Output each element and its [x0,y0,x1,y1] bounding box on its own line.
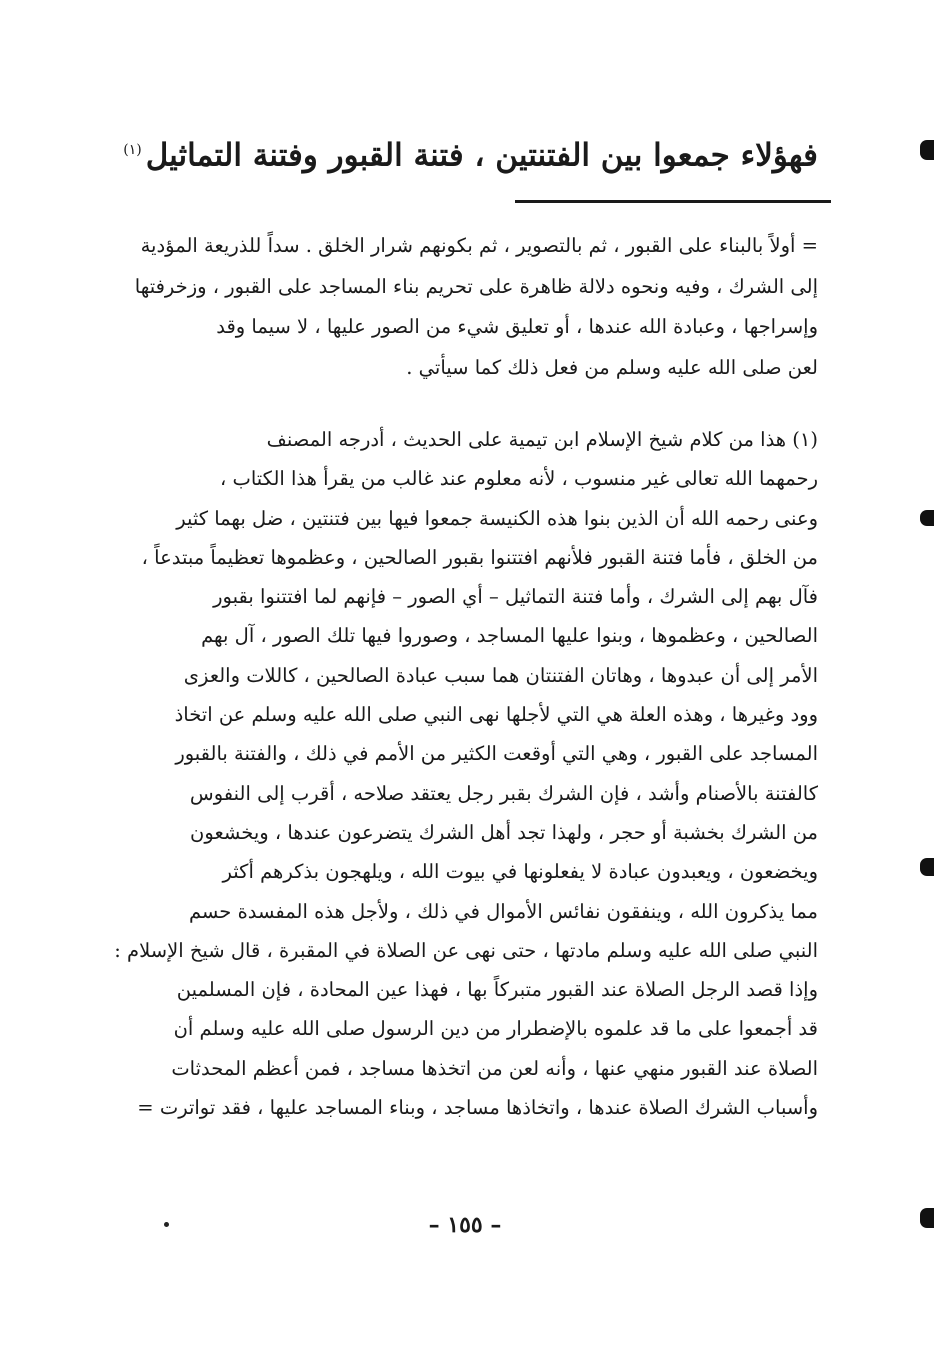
footnote-line: المساجد على القبور ، وهي التي أوقعت الكثير من الأمم في ذلك ، والفتنة بالقبور [175,742,818,766]
footnote-line: كالفتنة بالأصنام وأشد ، فإن الشرك بقبر رجل يعتقد صلاحه ، أقرب إلى النفوس [189,781,818,805]
footnote-1 [108,420,818,1127]
footnote-separator [515,200,831,203]
footnote-line: ويخضعون ، ويعبدون عبادة لا يفعلونها في بيوت الله ، ويلهجون بذكرهم أكثر [222,860,818,884]
footnote-line: الصلاة عند القبور منهي عنها ، وأنه لعن من اتخذها مساجد ، فمن أعظم المحدثات [171,1056,818,1080]
margin-mark [920,140,934,160]
footnote-line: رحمهما الله تعالى غير منسوب ، لأنه معلوم عند غالب من يقرأ هذا الكتاب ، [220,467,818,491]
footnote-line: من الشرك بخشبة أو حجر ، ولهذا تجد أهل الشرك يتضرعون عندها ، ويخشعون [190,820,818,844]
page-number: – ١٥٥ – [428,1212,502,1238]
footnote-line: فآل بهم إلى الشرك ، وأما فتنة التماثيل – أي الصور – فإنهم لما افتتنوا بقبور [213,585,818,609]
footnote-line: الأمر إلى أن عبدوها ، وهاتان الفتنتان هما سبب عبادة الصالحين ، كاللات والعزى [183,663,818,687]
main-text-heading [118,128,818,177]
footnote-reference: (١) [123,142,142,158]
footnote-line: (١) هذا من كلام شيخ الإسلام ابن تيمية على الحديث ، أدرجه المصنف [266,428,818,451]
footnote-line: وود وغيرها ، وهذه العلة هي التي لأجلها نهى النبي صلى الله عليه وسلم عن اتخاذ [174,703,818,727]
margin-mark [920,510,934,526]
margin-mark [920,858,934,876]
footnote-line: النبي صلى الله عليه وسلم مادتها ، حتى نهى عن الصلاة في المقبرة ، قال شيخ الإسلام : [114,938,818,962]
footnote-line: من الخلق ، فأما فتنة القبور فلأنهم افتتنوا بقبور الصالحين ، وعظموها تعظيماً مبتدعاً ، [141,545,818,569]
footnote-continuation [108,226,818,388]
footnote-line: الصالحين ، وعظموها ، وبنوا عليها المساجد ، وصوروا فيها تلك الصور ، آل بهم [201,624,818,648]
footnote-line: وأسباب الشرك الصلاة عندها ، واتخاذها مساجد ، وبناء المساجد عليها ، فقد تواترت = [137,1096,818,1120]
footnote-line: مما يذكرون الله ، وينفقون نفائس الأموال في ذلك ، ولأجل هذه المفسدة حسم [188,899,818,923]
heading-text: فهؤلاء جمعوا بين الفتنتين ، فتنة القبور وفتنة التماثيل [145,137,818,174]
note-line: إلى الشرك ، وفيه ونحوه دلالة ظاهرة على تحريم بناء المساجد على القبور ، وزخرفتها [134,274,818,298]
note-line: لعن صلى الله عليه وسلم من فعل ذلك كما سيأتي . [406,355,818,379]
page-dot [164,1222,169,1227]
footnote-line: قد أجمعوا على ما قد علموه بالإضطرار من دين الرسول صلى الله عليه وسلم أن [173,1017,818,1041]
note-line: = أولاً بالبناء على القبور ، ثم بالتصوير ، ثم بكونهم شرار الخلق . سداً للذريعة المؤدية [140,234,818,257]
footnote-line: وعنى رحمه الله أن الذين بنوا هذه الكنيسة جمعوا فيها بين فتنتين ، ضل بهما كثير [176,506,818,530]
margin-mark [920,1208,934,1228]
footnote-line: وإذا قصد الرجل الصلاة عند القبور متبركاً بها ، فهذا عين المحادة ، فإن المسلمين [176,978,818,1002]
note-line: وإسراجها ، وعبادة الله عندها ، أو تعليق شيء من الصور عليها ، لا سيما وقد [216,315,818,338]
